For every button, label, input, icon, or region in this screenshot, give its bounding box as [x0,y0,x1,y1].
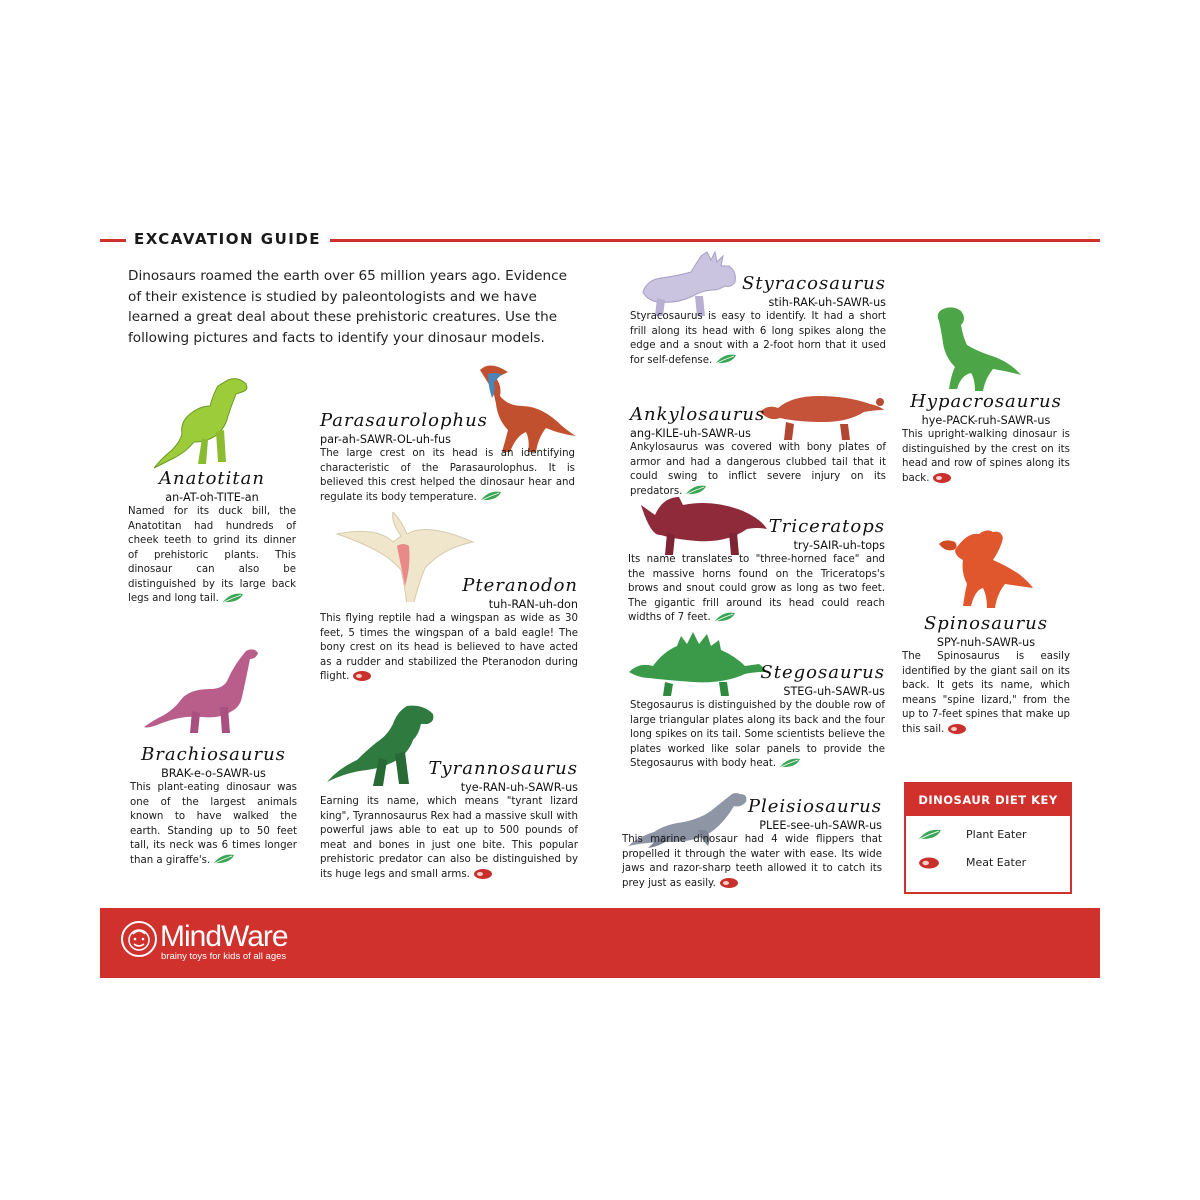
page-title: EXCAVATION GUIDE [134,230,322,248]
dino-description: The large crest on its head is an identifying characteristic of the Parasaurolophus. It is believed this crest helped the dinosaur hear and regulate its body temperature. [320,448,575,503]
dino-name: Stegosaurus [760,662,885,683]
dino-name: Pleisiosaurus [747,796,882,817]
plant-eater-icon [222,593,244,604]
plant-eater-icon [779,758,801,769]
diet-key-title: DINOSAUR DIET KEY [906,784,1070,816]
dino-pronunciation: par-ah-SAWR-OL-uh-fus [320,433,451,446]
meat-eater-icon [473,868,493,880]
plant-eater-label: Plant Eater [966,828,1027,841]
diet-key-plant-row [916,825,1066,845]
dino-pronunciation: SPY-nuh-SAWR-us [936,636,1036,649]
entry-spinosaurus [902,613,1070,737]
dino-description: Earning its name, which means "tyrant lizard king", Tyrannosaurus Rex had a massive skull with powerful jaws able to eat up to 500 pounds of meat and bones in just one bite. This popular prehistoric predator can also be distinguished by its huge legs and small arms. [320,796,578,880]
entry-pteranodon [320,575,578,685]
mindware-logo-icon [120,920,158,958]
anatotitan-figure [150,372,260,472]
dino-name: Ankylosaurus [630,404,766,425]
dino-name: Pteranodon [462,575,578,596]
dino-description: Named for its duck bill, the Anatotitan had hundreds of cheek teeth to grind its dinner of prehistoric plants. This dinosaur can also be distinguished by its large back legs and long tail. [128,506,296,604]
dino-pronunciation: PLEE-see-uh-SAWR-us [759,819,882,832]
dino-name: Styracosaurus [742,273,886,294]
meat-eater-icon [918,856,940,870]
meat-eater-icon [947,723,967,735]
diet-key [904,782,1072,894]
plant-eater-icon [213,854,235,865]
entry-hypacrosaurus [902,391,1070,486]
entry-anatotitan [128,468,296,607]
dino-description: Styracosaurus is easy to identify. It had a short frill along its head with 6 long spikes along the edge and a snout with a 2-foot horn that it used for self-defense. [630,311,886,366]
entry-brachiosaurus [130,744,297,868]
diet-key-meat-row [916,853,1066,873]
entry-ankylosaurus [630,404,886,499]
dino-description: This flying reptile had a wingspan as wide as 30 feet, 5 times the wingspan of a bald eagle! The bony crest on its head is believed to have acted as a rudder and stabilized the Pteranodon during flight. [320,613,578,682]
hypacrosaurus-figure [925,305,1025,395]
dino-pronunciation: BRAK-e-o-SAWR-us [161,767,266,780]
entry-tyrannosaurus [320,758,578,882]
dino-name: Tyrannosaurus [428,758,578,779]
dino-pronunciation: STEG-uh-SAWR-us [783,685,885,698]
dino-name: Hypacrosaurus [910,391,1062,412]
dino-description: This plant-eating dinosaur was one of the largest animals known to have walked the earth. Standing up to 50 feet tall, its neck was 6 times longer than a giraffe's. [130,782,297,866]
dino-description: Ankylosaurus was covered with bony plates of armor and had a dangerous clubbed tail that it could swing to inflict severe injury on its predators. [630,442,886,497]
dino-pronunciation: ang-KILE-uh-SAWR-us [630,427,751,440]
dino-name: Brachiosaurus [141,744,286,765]
meat-eater-icon [932,472,952,484]
dino-pronunciation: an-AT-oh-TITE-an [165,491,259,504]
brand-tagline: brainy toys for kids of all ages [161,951,287,962]
header-rule-right [330,239,1100,242]
plant-eater-icon [685,485,707,496]
dino-description: Stegosaurus is distinguished by the double row of large triangular plates along its back and the four long spikes on its tail. Some scientists believe the plates worked like solar panels to provide the Stegosaurus with body heat. [630,700,885,769]
plant-eater-icon [918,828,942,842]
dino-description: This marine dinosaur had 4 wide flippers that propelled it through the water with ease. Its wide jaws and razor-sharp teeth allowed it to catch its prey just as easily. [622,834,882,889]
dino-name: Parasaurolophus [320,410,488,431]
entry-pleisiosaurus [622,796,882,891]
header-rule-left [100,239,126,242]
brand-name: MindWare [160,920,288,953]
dino-pronunciation: hye-PACK-ruh-SAWR-us [921,414,1051,427]
plant-eater-icon [715,354,737,365]
dino-name: Triceratops [768,516,885,537]
entry-triceratops [628,516,885,626]
entry-stegosaurus [630,662,885,772]
dino-pronunciation: tuh-RAN-uh-don [488,598,578,611]
dino-pronunciation: tye-RAN-uh-SAWR-us [460,781,578,794]
entry-parasaurolophus [320,410,575,505]
meat-eater-icon [352,670,372,682]
brachiosaurus-figure [142,645,267,740]
dino-pronunciation: try-SAIR-uh-tops [793,539,885,552]
dino-description: Its name translates to "three-horned face" and the massive horns found on the Triceratops's brows and snout could grow as long as two feet. The gigantic frill around its head could reach widths of 7 feet. [628,554,885,623]
intro-paragraph: Dinosaurs roamed the earth over 65 million years ago. Evidence of their existence is studied by paleontologists and we have learned a great deal about these prehistoric creatures. Use the following pictures and facts to identify your dinosaur models. [128,268,567,346]
dino-name: Spinosaurus [923,613,1049,634]
plant-eater-icon [714,612,736,623]
spinosaurus-figure [935,530,1045,615]
dino-description: The Spinosaurus is easily identified by the giant sail on its back. It gets its name, which means "spine lizard," from the up to 7-feet spines that make up this sail. [902,651,1070,735]
dino-name: Anatotitan [159,468,265,489]
meat-eater-label: Meat Eater [966,856,1027,869]
entry-styracosaurus [630,273,886,368]
meat-eater-icon [719,877,739,889]
dino-description: This upright-walking dinosaur is distinguished by the crest on its head and row of spines along its back. [902,429,1070,484]
plant-eater-icon [480,491,502,502]
dino-pronunciation: stih-RAK-uh-SAWR-us [768,296,886,309]
